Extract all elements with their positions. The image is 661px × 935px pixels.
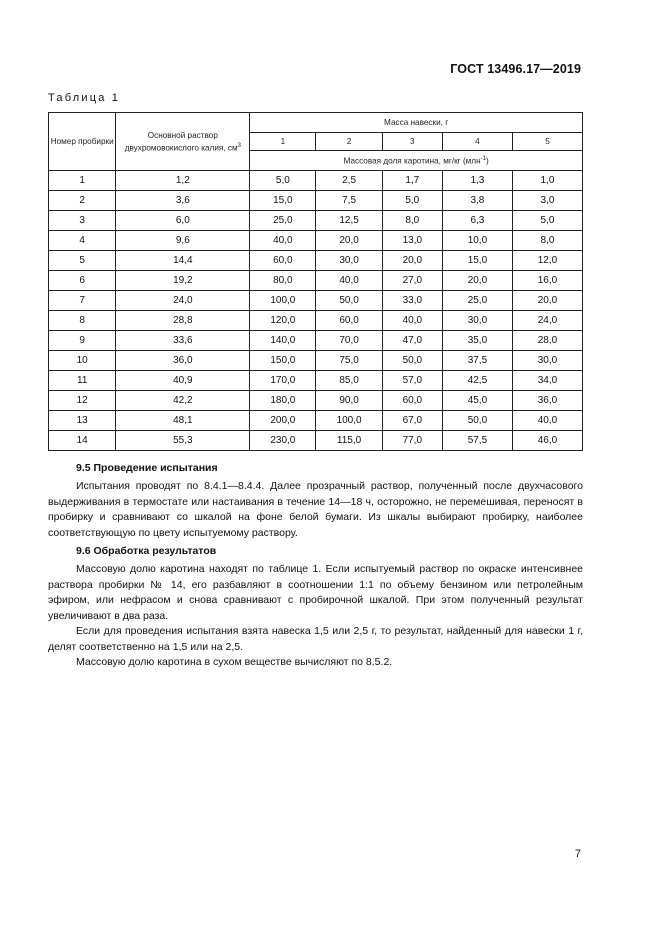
carotene-value-cell: 67,0 bbox=[382, 411, 442, 431]
header-fraction-close: ) bbox=[485, 156, 489, 166]
carotene-value-cell: 13,0 bbox=[382, 231, 442, 251]
tube-number-cell: 8 bbox=[49, 311, 116, 331]
tube-number-cell: 5 bbox=[49, 251, 116, 271]
section-9-5-paragraph: Испытания проводят по 8.4.1—8.4.4. Далее прозрачный раствор, полученный после двухчасового выдерживания в термостате или настаивания в течение 14—18 ч, осторожно, не перемешивая, переносят в пробирку и сравнивают со шкалой на фоне белой бумаги. Из шкалы выбирают пробирку, наиболее соответствующую по цвету испытуемому раствору. bbox=[48, 480, 583, 539]
table-row bbox=[49, 311, 583, 331]
carotene-value-cell: 15,0 bbox=[250, 191, 316, 211]
table-row bbox=[49, 251, 583, 271]
header-fraction-sup: -1 bbox=[480, 156, 486, 163]
carotene-value-cell: 46,0 bbox=[512, 431, 582, 451]
carotene-value-cell: 27,0 bbox=[382, 271, 442, 291]
page-number: 7 bbox=[574, 848, 581, 860]
carotene-value-cell: 10,0 bbox=[442, 231, 512, 251]
section-9-6-paragraph-3: Массовую долю каротина в сухом веществе вычисляют по 8.5.2. bbox=[76, 656, 393, 668]
carotene-value-cell: 12,5 bbox=[316, 211, 382, 231]
solution-volume-cell: 1,2 bbox=[116, 171, 250, 191]
carotene-value-cell: 6,3 bbox=[442, 211, 512, 231]
carotene-value-cell: 40,0 bbox=[512, 411, 582, 431]
carotene-value-cell: 1,0 bbox=[512, 171, 582, 191]
carotene-value-cell: 20,0 bbox=[512, 291, 582, 311]
table-row bbox=[49, 211, 583, 231]
table-body bbox=[49, 171, 583, 451]
header-mass-1: 1 bbox=[250, 133, 316, 151]
carotene-value-cell: 25,0 bbox=[442, 291, 512, 311]
carotene-value-cell: 40,0 bbox=[382, 311, 442, 331]
section-9-5-body bbox=[48, 479, 583, 541]
solution-volume-cell: 9,6 bbox=[116, 231, 250, 251]
carotene-value-cell: 57,0 bbox=[382, 371, 442, 391]
solution-volume-cell: 36,0 bbox=[116, 351, 250, 371]
carotene-value-cell: 33,0 bbox=[382, 291, 442, 311]
carotene-value-cell: 230,0 bbox=[250, 431, 316, 451]
section-9-6-paragraph-2: Если для проведения испытания взята навеска 1,5 или 2,5 г, то результат, найденный для навески 1 г, делят соответственно на 1,5 или на 2,5. bbox=[48, 625, 583, 653]
carotene-value-cell: 60,0 bbox=[382, 391, 442, 411]
solution-volume-cell: 3,6 bbox=[116, 191, 250, 211]
carotene-value-cell: 30,0 bbox=[316, 251, 382, 271]
table-row bbox=[49, 371, 583, 391]
table-row bbox=[49, 351, 583, 371]
table-row bbox=[49, 411, 583, 431]
tube-number-cell: 6 bbox=[49, 271, 116, 291]
carotene-value-cell: 15,0 bbox=[442, 251, 512, 271]
carotene-value-cell: 7,5 bbox=[316, 191, 382, 211]
table-row bbox=[49, 391, 583, 411]
carotene-value-cell: 5,0 bbox=[382, 191, 442, 211]
solution-volume-cell: 19,2 bbox=[116, 271, 250, 291]
carotene-value-cell: 47,0 bbox=[382, 331, 442, 351]
standard-header: ГОСТ 13496.17—2019 bbox=[450, 62, 581, 76]
carotene-value-cell: 1,3 bbox=[442, 171, 512, 191]
carotene-value-cell: 8,0 bbox=[512, 231, 582, 251]
carotene-value-cell: 3,8 bbox=[442, 191, 512, 211]
carotene-value-cell: 60,0 bbox=[316, 311, 382, 331]
carotene-value-cell: 37,5 bbox=[442, 351, 512, 371]
tube-number-cell: 13 bbox=[49, 411, 116, 431]
carotene-value-cell: 42,5 bbox=[442, 371, 512, 391]
header-mass-group: Массa навески, г bbox=[250, 113, 583, 133]
solution-volume-cell: 24,0 bbox=[116, 291, 250, 311]
carotene-value-cell: 35,0 bbox=[442, 331, 512, 351]
header-mass-4: 4 bbox=[442, 133, 512, 151]
table-row bbox=[49, 191, 583, 211]
tube-number-cell: 10 bbox=[49, 351, 116, 371]
solution-volume-cell: 55,3 bbox=[116, 431, 250, 451]
header-mass-2: 2 bbox=[316, 133, 382, 151]
solution-volume-cell: 48,1 bbox=[116, 411, 250, 431]
tube-number-cell: 14 bbox=[49, 431, 116, 451]
tube-number-cell: 11 bbox=[49, 371, 116, 391]
carotene-value-cell: 140,0 bbox=[250, 331, 316, 351]
carotene-value-cell: 20,0 bbox=[442, 271, 512, 291]
tube-number-cell: 7 bbox=[49, 291, 116, 311]
section-9-6-title: 9.6 Обработка результатов bbox=[76, 545, 217, 557]
carotene-value-cell: 24,0 bbox=[512, 311, 582, 331]
tube-number-cell: 12 bbox=[49, 391, 116, 411]
carotene-value-cell: 75,0 bbox=[316, 351, 382, 371]
carotene-value-cell: 30,0 bbox=[442, 311, 512, 331]
carotene-value-cell: 100,0 bbox=[250, 291, 316, 311]
header-solution-text: Основной раствор двухромовокислого калия, см bbox=[124, 130, 238, 153]
table-caption: Таблица 1 bbox=[48, 92, 121, 104]
carotene-value-cell: 100,0 bbox=[316, 411, 382, 431]
tube-number-cell: 3 bbox=[49, 211, 116, 231]
table-row bbox=[49, 271, 583, 291]
tube-number-cell: 9 bbox=[49, 331, 116, 351]
header-tube-number: Номер пробирки bbox=[49, 113, 116, 171]
carotene-value-cell: 77,0 bbox=[382, 431, 442, 451]
header-carotene-fraction bbox=[250, 151, 583, 171]
carotene-value-cell: 57,5 bbox=[442, 431, 512, 451]
table-row bbox=[49, 331, 583, 351]
solution-volume-cell: 28,8 bbox=[116, 311, 250, 331]
carotene-value-cell: 70,0 bbox=[316, 331, 382, 351]
table-row bbox=[49, 291, 583, 311]
carotene-value-cell: 20,0 bbox=[316, 231, 382, 251]
carotene-value-cell: 150,0 bbox=[250, 351, 316, 371]
carotene-value-cell: 30,0 bbox=[512, 351, 582, 371]
solution-volume-cell: 40,9 bbox=[116, 371, 250, 391]
section-9-6-body bbox=[48, 562, 583, 671]
table-row bbox=[49, 231, 583, 251]
carotene-value-cell: 3,0 bbox=[512, 191, 582, 211]
carotene-value-cell: 2,5 bbox=[316, 171, 382, 191]
carotene-value-cell: 5,0 bbox=[512, 211, 582, 231]
header-fraction-text: Массовая доля каротина, мг/кг (млн bbox=[343, 156, 481, 166]
solution-volume-cell: 33,6 bbox=[116, 331, 250, 351]
carotene-value-cell: 8,0 bbox=[382, 211, 442, 231]
tube-number-cell: 4 bbox=[49, 231, 116, 251]
carotene-value-cell: 40,0 bbox=[250, 231, 316, 251]
header-solution-sup: 3 bbox=[237, 142, 241, 149]
carotene-value-cell: 20,0 bbox=[382, 251, 442, 271]
carotene-value-cell: 1,7 bbox=[382, 171, 442, 191]
carotene-value-cell: 50,0 bbox=[316, 291, 382, 311]
header-mass-5: 5 bbox=[512, 133, 582, 151]
section-9-5-title: 9.5 Проведение испытания bbox=[76, 462, 218, 474]
section-9-6-paragraph-1: Массовую долю каротина находят по таблице 1. Если испытуемый раствор по окраске интенсивнее раствора пробирки № 14, его разбавляют в соотношении 1:1 по объему бензином или петролейным эфиром, или нефрасом и снова сравнивают с пробирочной шкалой. При этом полученный результат увеличивают в два раза. bbox=[48, 563, 583, 622]
carotene-value-cell: 25,0 bbox=[250, 211, 316, 231]
carotene-value-cell: 12,0 bbox=[512, 251, 582, 271]
table-row bbox=[49, 171, 583, 191]
carotene-value-cell: 170,0 bbox=[250, 371, 316, 391]
carotene-value-cell: 60,0 bbox=[250, 251, 316, 271]
solution-volume-cell: 14,4 bbox=[116, 251, 250, 271]
carotene-value-cell: 85,0 bbox=[316, 371, 382, 391]
carotene-value-cell: 180,0 bbox=[250, 391, 316, 411]
header-mass-3: 3 bbox=[382, 133, 442, 151]
carotene-value-cell: 80,0 bbox=[250, 271, 316, 291]
carotene-value-cell: 115,0 bbox=[316, 431, 382, 451]
carotene-value-cell: 34,0 bbox=[512, 371, 582, 391]
table-row bbox=[49, 431, 583, 451]
solution-volume-cell: 42,2 bbox=[116, 391, 250, 411]
carotene-value-cell: 40,0 bbox=[316, 271, 382, 291]
carotene-value-cell: 16,0 bbox=[512, 271, 582, 291]
carotene-value-cell: 28,0 bbox=[512, 331, 582, 351]
carotene-value-cell: 50,0 bbox=[442, 411, 512, 431]
tube-number-cell: 1 bbox=[49, 171, 116, 191]
data-table bbox=[48, 112, 583, 451]
carotene-value-cell: 120,0 bbox=[250, 311, 316, 331]
tube-number-cell: 2 bbox=[49, 191, 116, 211]
carotene-value-cell: 36,0 bbox=[512, 391, 582, 411]
carotene-value-cell: 200,0 bbox=[250, 411, 316, 431]
header-solution bbox=[116, 113, 250, 171]
carotene-value-cell: 5,0 bbox=[250, 171, 316, 191]
solution-volume-cell: 6,0 bbox=[116, 211, 250, 231]
carotene-value-cell: 45,0 bbox=[442, 391, 512, 411]
carotene-value-cell: 90,0 bbox=[316, 391, 382, 411]
carotene-value-cell: 50,0 bbox=[382, 351, 442, 371]
